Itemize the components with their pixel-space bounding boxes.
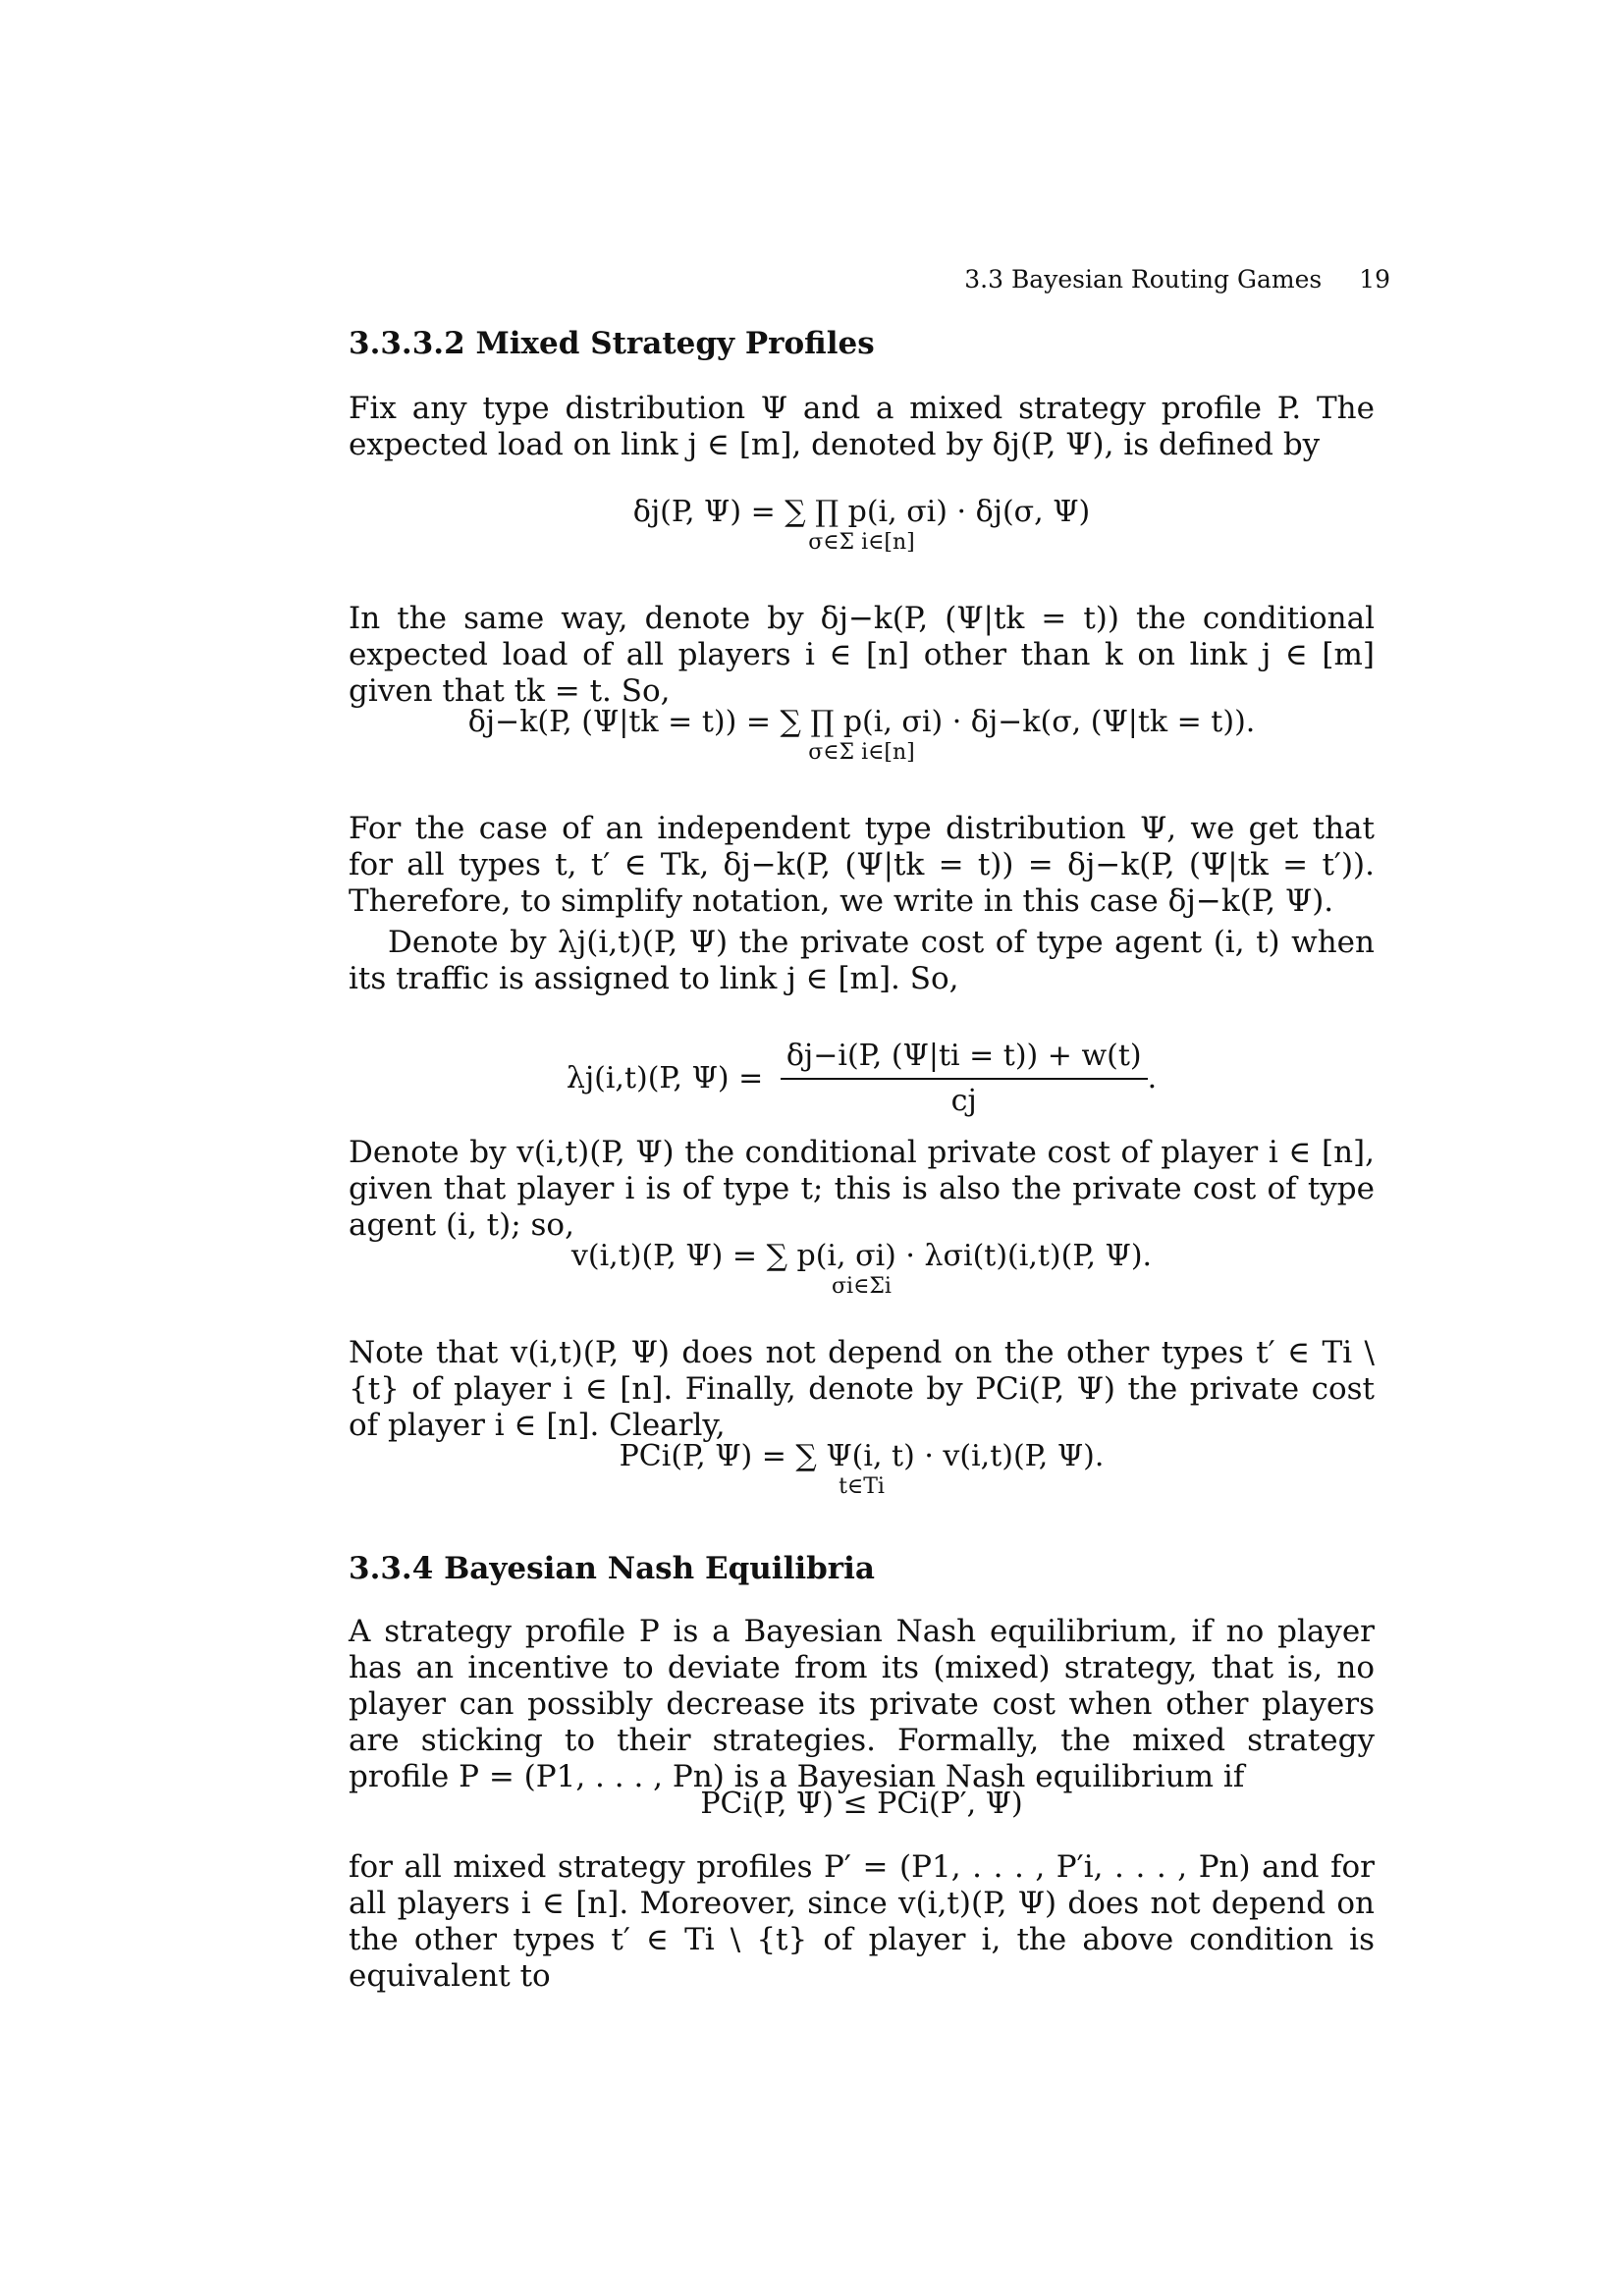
equation-fraction (781, 1039, 1148, 1119)
equation-main: PCi(P, Ψ) = ∑ Ψ(i, t) · v(i,t)(P, Ψ). (619, 1439, 1105, 1473)
equation-main: PCi(P, Ψ) ≤ PCi(P′, Ψ) (700, 1787, 1023, 1821)
paragraph-expected-load: Fix any type distribution Ψ and a mixed strategy profile P. The expected load on link j ∈ [m], denoted by δj(P, Ψ), is defined by (349, 391, 1375, 462)
equation-bne-condition (349, 1787, 1375, 1822)
equation-private-cost (349, 1439, 1375, 1500)
equation-lhs: λj(i,t)(P, Ψ) = (566, 1061, 764, 1095)
paragraph-bne-definition: A strategy profile P is a Bayesian Nash equilibrium, if no player has an incentive to deviate from its (mixed) strategy, that is, no player can possibly decrease its private cost when other players are sticking to their strategies. Formally, the mixed strategy profile P = (P1, . . . , Pn) is a Bayesian Nash equilibrium if (349, 1614, 1375, 1794)
paragraph-private-cost-agent: Denote by λj(i,t)(P, Ψ) the private cost of type agent (i, t) when its traffic is assigned to link j ∈ [m]. So, (349, 925, 1375, 996)
fraction-denominator: cj (950, 1084, 977, 1118)
equation-expected-load (349, 495, 1375, 556)
paragraph-independent-type: For the case of an independent type distribution Ψ, we get that for all types t, t′ ∈ Tk, δj−k(P, (Ψ|tk = t)) = δj−k(P, (Ψ|tk = t′)). Therefore, to simplify notation, we write in this case δj−k(P, Ψ). (349, 811, 1375, 919)
section-heading-bayesian-nash: 3.3.4 Bayesian Nash Equilibria (349, 1551, 876, 1586)
paragraph-conditional-load: In the same way, denote by δj−k(P, (Ψ|tk = t)) the conditional expected load of all players i ∈ [n] other than k on link j ∈ [m] given that tk = t. So, (349, 601, 1375, 709)
equation-subscript: σ∈Σ i∈[n] (808, 530, 915, 555)
paragraph-bne-equivalent: for all mixed strategy profiles P′ = (P1, . . . , P′i, . . . , Pn) and for all players i ∈ [n]. Moreover, since v(i,t)(P, Ψ) does not depend on the other types t′ ∈ Ti \ {t} of player i, the above condition is equivalent to (349, 1849, 1375, 1994)
equation-main: δj−k(P, (Ψ|tk = t)) = ∑ ∏ p(i, σi) · δj−k(σ, (Ψ|tk = t)). (467, 705, 1256, 739)
page-number: 19 (1359, 265, 1390, 294)
equation-subscript: t∈Ti (839, 1474, 885, 1499)
equation-v (349, 1239, 1375, 1300)
equation-main: δj(P, Ψ) = ∑ ∏ p(i, σi) · δj(σ, Ψ) (632, 495, 1091, 529)
equation-main: v(i,t)(P, Ψ) = ∑ p(i, σi) · λσi(t)(i,t)(P, Ψ). (570, 1239, 1153, 1273)
header-section: 3.3 Bayesian Routing Games (964, 265, 1323, 294)
paragraph-conditional-private-cost: Denote by v(i,t)(P, Ψ) the conditional private cost of player i ∈ [n], given that player i is of type t; this is also the private cost of type agent (i, t); so, (349, 1135, 1375, 1243)
equation-subscript: σi∈Σi (832, 1274, 892, 1299)
equation-conditional-load (349, 705, 1375, 766)
equation-subscript: σ∈Σ i∈[n] (808, 740, 915, 765)
fraction-numerator: δj−i(P, (Ψ|ti = t)) + w(t) (781, 1039, 1148, 1080)
running-header (964, 265, 1390, 294)
section-heading-mixed-strategy: 3.3.3.2 Mixed Strategy Profiles (349, 326, 875, 361)
equation-lambda: λj(i,t)(P, Ψ) = $\frac{\delta j-i(P, (\Psi|ti = t)) + w(t)}{cj}$ . (566, 1039, 1158, 1118)
paragraph-note-v: Note that v(i,t)(P, Ψ) does not depend on the other types t′ ∈ Ti \ {t} of player i ∈ [n]. Finally, denote by PCi(P, Ψ) the private cost of player i ∈ [n]. Clearly, (349, 1335, 1375, 1443)
